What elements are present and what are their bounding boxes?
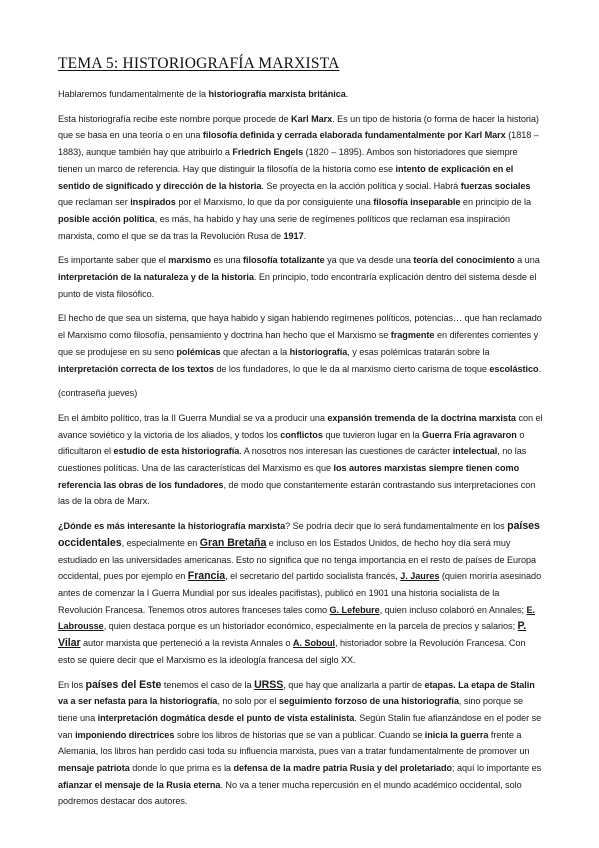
text-run: frente a Alemania, los libros han perdido casi toda su influencia marxista, pues van a tratar fundamentalmente de promover un: [58, 729, 530, 757]
text-run: , quien destaca porque es un historiador económico, especialmente en la parcela de precios y salarios;: [103, 621, 518, 632]
document-title: TEMA 5: HISTORIOGRAFÍA MARXISTA: [58, 55, 340, 72]
paragraph: [58, 677, 544, 811]
bold-text-run: etapas: [424, 679, 454, 690]
text-run: . No va a tener mucha repercusión en el mundo académico occidental, solo podremos destacar dos autores.: [58, 779, 522, 807]
bold-text-run: URSS: [254, 678, 284, 691]
text-run: , historiador sobre la Revolución Francesa. Con esto se quiere decir que el Marxismo es la ideología francesa del siglo XX.: [58, 638, 526, 665]
bold-text-run: fragmente: [390, 330, 435, 341]
text-run: con el avance soviético y la victoria de los aliados, y todos los: [58, 412, 543, 440]
bold-text-run: polémicas: [176, 346, 221, 357]
document-body: [58, 86, 544, 810]
paragraph: [58, 310, 544, 377]
bold-text-run: interpretación correcta de los textos: [58, 363, 214, 374]
text-run: , de modo que constantemente estarán contrastando sus interpretaciones con las de la obra de Marx.: [58, 479, 536, 507]
bold-text-run: los autores marxistas siempre tienen como referencia las obras de los fundadores: [58, 463, 520, 490]
bold-text-run: G. Lefebure: [329, 604, 380, 615]
bold-text-run: Guerra Fría agravaron: [422, 429, 517, 440]
bold-text-run: filosofía inseparable: [373, 197, 461, 208]
text-run: , sino porque se tiene una: [58, 696, 523, 723]
bold-text-run: posible acción política: [58, 213, 155, 224]
text-run: (quien moriría asesinado antes de comenzar la I Guerra Mundial por sus ideales pacifistas), publicó en 1901 una historia socialista de la Revolución Francesa. Tenemos otros autores franceses tales como: [58, 571, 542, 615]
paragraph: [58, 518, 544, 668]
document-page: [58, 54, 544, 818]
paragraph: [58, 86, 544, 103]
text-run: El hecho de que sea un sistema, que haya habido y sigan habiendo regímenes políticos, potencias… que han reclamado el Marxismo como filosofía, pensamiento y doctrina han hecho que el Marxismo se: [58, 313, 542, 341]
bold-text-run: . La etapa de Stalin va a ser nefasta para la historiografía: [58, 679, 535, 707]
bold-text-run: seguimiento forzoso de una historiografía: [278, 696, 459, 707]
bold-text-run: estudio de esta historiografía: [113, 446, 240, 457]
paragraph: [58, 385, 544, 402]
bold-text-run: teoría del conocimiento: [413, 255, 515, 266]
text-run: ya que va desde una: [324, 255, 414, 266]
bold-text-run: inspirados: [130, 197, 176, 208]
bold-text-run: marxismo: [168, 255, 211, 266]
bold-text-run: J. Jaures: [400, 571, 440, 582]
bold-text-run: defensa de la madre patria Rusia y del proletariado: [233, 763, 453, 774]
text-run: . Según Stalin fue afianzándose en el poder se van: [58, 712, 542, 740]
text-run: En el ámbito político, tras la II Guerra Mundial se va a producir una: [58, 412, 328, 423]
bold-text-run: mensaje patriota: [58, 763, 130, 774]
text-run: autor marxista que perteneció a la revista Annales o: [80, 638, 293, 649]
text-run: , especialmente en: [121, 537, 200, 548]
text-run: , no las cuestiones políticas. Una de las características del Marxismo es que: [58, 446, 527, 474]
text-run: , el secretario del partido socialista francés,: [225, 571, 401, 582]
text-run: (1818 – 1883), aunque también hay que atribuirlo a: [58, 130, 539, 158]
bold-text-run: 1917: [283, 230, 304, 241]
bold-text-run: P. Vilar: [58, 620, 527, 650]
bold-text-run: A. Soboul: [292, 638, 336, 649]
text-run: . En principio, todo encontraría explicación dentro del sistema desde el punto de vista filosófico.: [58, 272, 537, 299]
bold-text-run: filosofía totalizante: [243, 255, 325, 266]
bold-text-run: países occidentales: [58, 520, 540, 549]
text-run: o dificultaron el: [58, 429, 525, 457]
text-run: .: [345, 89, 349, 99]
bold-text-run: historiografía marxista británica: [208, 89, 346, 99]
bold-text-run: afianzar el mensaje de la Rusia eterna: [58, 779, 221, 790]
text-run: es una: [210, 255, 244, 266]
text-run: sobre los libros de historias que se van a publicar. Cuando se: [174, 729, 425, 740]
text-run: , no solo por el: [217, 696, 279, 707]
text-run: que tuvieron lugar en la: [322, 429, 423, 440]
bold-text-run: imponiendo directrices: [75, 729, 175, 740]
bold-text-run: fuerzas sociales: [460, 180, 531, 191]
bold-text-run: Francia: [187, 570, 226, 583]
bold-text-run: conflictos: [280, 429, 323, 440]
bold-text-run: inicia la guerra: [424, 729, 489, 740]
paragraph: [58, 111, 544, 245]
paragraph: [58, 410, 544, 510]
text-run: ? Se podría decir que lo será fundamentalmente en los: [285, 521, 508, 532]
text-run: en principio de la: [460, 197, 532, 208]
bold-text-run: E. Labrousse: [58, 604, 536, 632]
text-run: a una: [514, 255, 540, 266]
bold-text-run: escolástico: [489, 363, 539, 374]
text-run: , quien incluso colaboró en Annales;: [379, 604, 527, 615]
bold-text-run: filosofía definida y cerrada elaborada fundamentalmente por Karl Marx: [202, 130, 506, 141]
bold-text-run: países del Este: [85, 678, 162, 691]
bold-text-run: ¿Dónde es más interesante la historiografía marxista: [58, 521, 286, 532]
bold-text-run: Friedrich Engels: [232, 147, 304, 158]
text-run: (contraseña jueves): [58, 388, 138, 399]
text-run: . A nosotros nos interesan las cuestiones de carácter: [239, 446, 453, 457]
text-run: que reclaman ser: [58, 197, 131, 208]
text-run: , que hay que analizarla a partir de: [283, 679, 425, 690]
text-run: .: [303, 230, 307, 241]
text-run: Hablaremos fundamentalmente de la: [58, 89, 209, 99]
text-run: , es más, ha habido y hay una serie de regímenes políticos que reclaman esa inspiración marxista, como el que se da tras la Revolución Rusa de: [58, 213, 510, 241]
text-run: .: [538, 363, 542, 374]
text-run: que afectan a la: [220, 346, 290, 357]
text-run: en diferentes corrientes y que se produjese en su seno: [58, 330, 539, 357]
text-run: . Se proyecta en la acción política y social. Habrá: [261, 180, 461, 191]
bold-text-run: intento de explicación en el sentido de significado y dirección de la historia: [58, 163, 514, 191]
bold-text-run: intelectual: [452, 446, 498, 457]
bold-text-run: historiografía: [289, 346, 348, 357]
text-run: . Es un tipo de historia (o forma de hacer la historia) que se basa en una teoría o en una: [58, 113, 539, 141]
text-run: Es importante saber que el: [58, 255, 169, 266]
text-run: tenemos el caso de la: [161, 679, 255, 690]
text-run: , y esas polémicas tratarán sobre la: [347, 346, 490, 357]
text-run: (1820 – 1895). Ambos son historiadores que siempre tienen un marco de referencia. Hay que distinguir la filosofía de la historia como ese: [58, 147, 518, 174]
text-run: donde lo que prima es la: [129, 763, 234, 774]
text-run: Esta historiografía recibe este nombre porque procede de: [58, 113, 292, 124]
text-run: ; aquí lo importante es: [452, 763, 542, 774]
text-run: de los fundadores, lo que le da al marxismo cierto carisma de toque: [213, 363, 490, 374]
text-run: En los: [58, 679, 86, 690]
bold-text-run: Karl Marx: [291, 113, 333, 124]
text-run: por el Marxismo, lo que da por consiguiente una: [175, 197, 374, 208]
bold-text-run: interpretación dogmática desde el punto de vista estalinista: [97, 712, 355, 723]
bold-text-run: interpretación de la naturaleza y de la historia: [58, 272, 254, 283]
bold-text-run: expansión tremenda de la doctrina marxista: [327, 412, 516, 423]
paragraph: [58, 252, 544, 302]
text-run: e incluso en los Estados Unidos, de hecho hoy día será muy estudiado en las universidades americanas. Esto no significa que no tenga importancia en el resto de países de Europa occidental, pues por ejemplo en: [58, 537, 537, 582]
bold-text-run: Gran Bretaña: [199, 536, 267, 549]
